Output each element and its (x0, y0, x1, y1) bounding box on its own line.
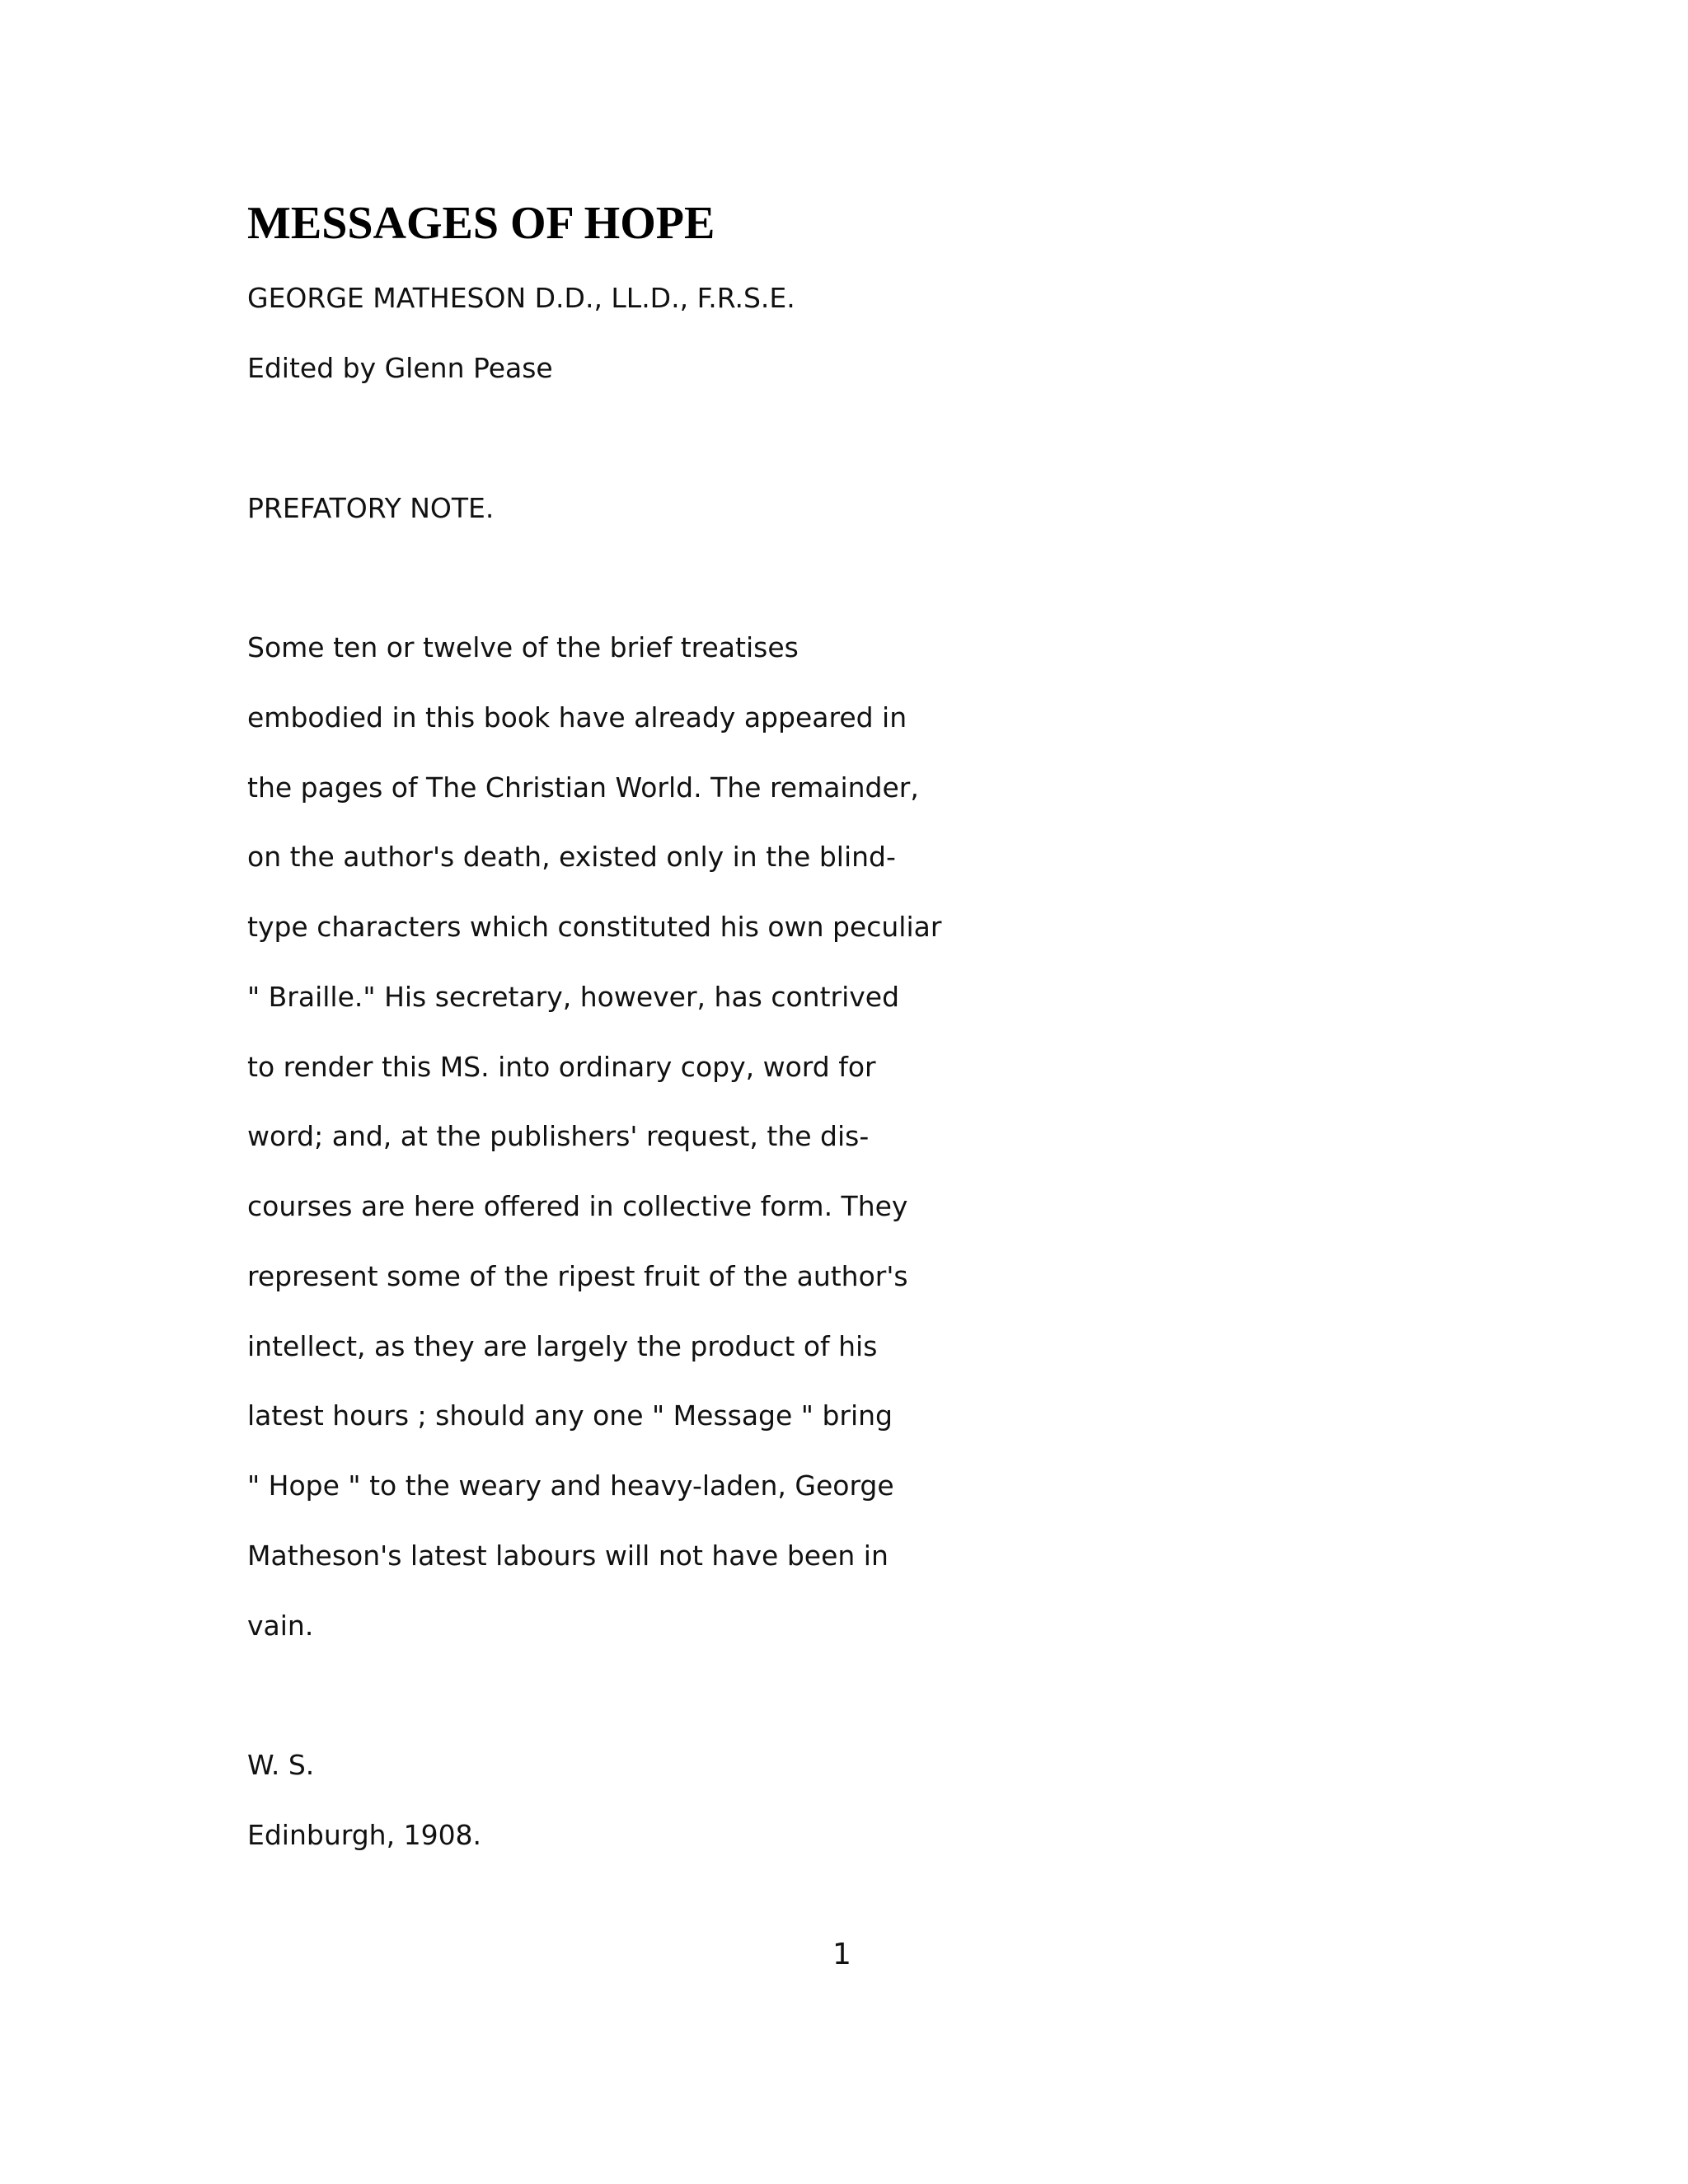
author-line: GEORGE MATHESON D.D., LL.D., F.R.S.E. (247, 282, 795, 314)
body-line: " Braille." His secretary, however, has contrived (247, 981, 900, 1013)
body-line: type characters which constituted his own peculiar (247, 911, 942, 943)
body-line: latest hours ; should any one " Message " bring (247, 1399, 893, 1432)
body-line: word; and, at the publishers' request, the dis- (247, 1120, 870, 1152)
signature: W. S. (247, 1749, 315, 1781)
body-line: vain. (247, 1610, 314, 1642)
page-number: 1 (832, 1938, 851, 1971)
body-line: intellect, as they are largely the product of his (247, 1330, 878, 1362)
document-title: MESSAGES OF HOPE (247, 198, 715, 249)
body-line: on the author's death, existed only in the blind- (247, 841, 896, 873)
place-date: Edinburgh, 1908. (247, 1819, 482, 1851)
body-line: courses are here offered in collective form. They (247, 1190, 908, 1222)
section-heading: PREFATORY NOTE. (247, 492, 495, 524)
body-line: the pages of The Christian World. The remainder, (247, 771, 919, 804)
body-line: Matheson's latest labours will not have been in (247, 1540, 889, 1572)
editor-line: Edited by Glenn Pease (247, 352, 553, 384)
body-line: " Hope " to the weary and heavy-laden, George (247, 1469, 894, 1502)
body-line: represent some of the ripest fruit of the author's (247, 1260, 908, 1292)
body-line: Some ten or twelve of the brief treatises (247, 631, 799, 663)
body-line: embodied in this book have already appeared in (247, 701, 907, 733)
body-line: to render this MS. into ordinary copy, word for (247, 1051, 876, 1083)
